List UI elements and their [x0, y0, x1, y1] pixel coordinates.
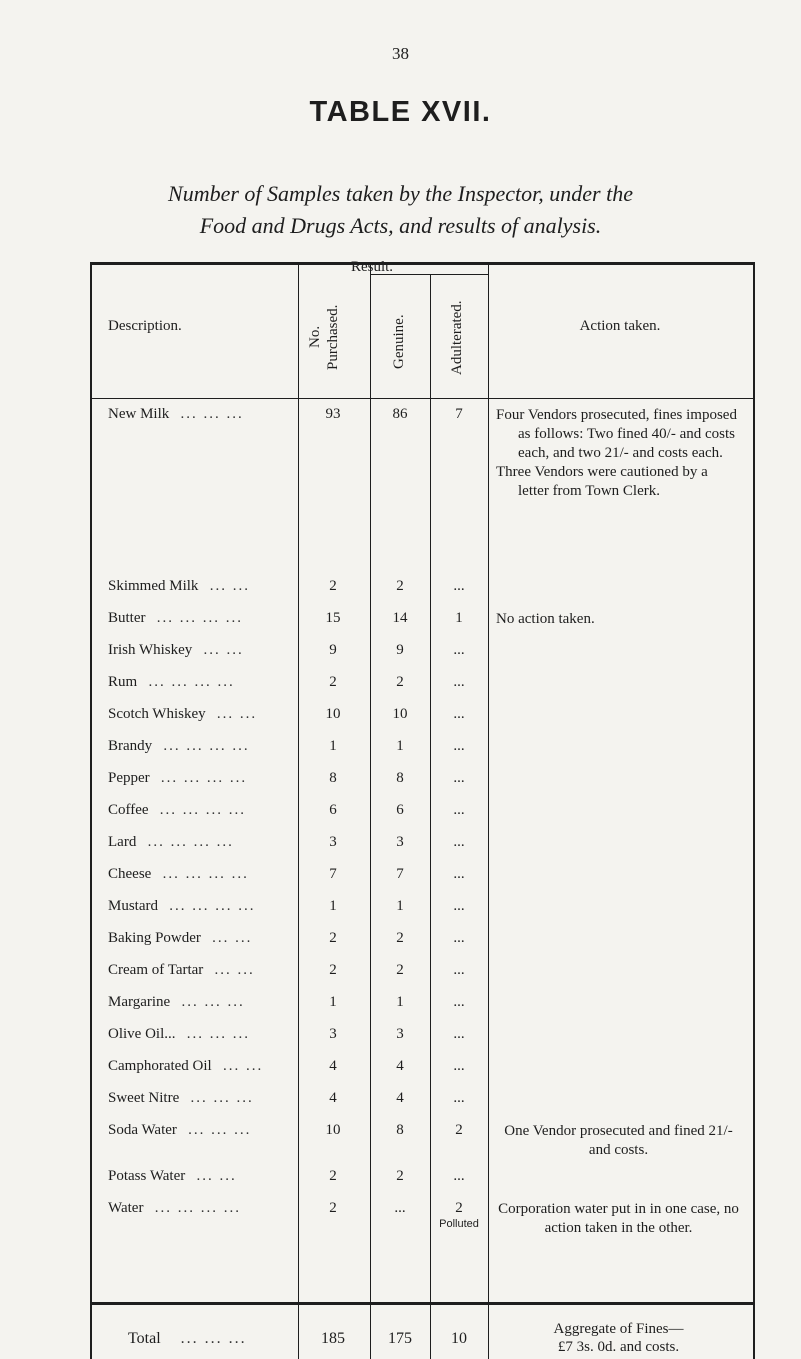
row-description: Skimmed Milk	[108, 578, 199, 594]
row-genuine: 10	[392, 706, 408, 722]
row-purchased: 1	[329, 738, 337, 754]
row-purchased: 10	[325, 706, 341, 722]
row-genuine: 8	[396, 1122, 404, 1138]
row-adulterated: ...	[453, 962, 465, 978]
leader-dots: ... ... ...	[180, 1330, 247, 1347]
row-description: Mustard	[108, 898, 158, 914]
row-adulterated: ...	[453, 898, 465, 914]
row-description: New Milk	[108, 406, 170, 422]
row-genuine: 86	[392, 406, 408, 422]
row-adulterated: 7	[455, 406, 463, 422]
row-genuine: 2	[396, 962, 404, 978]
row-adulterated: ...	[453, 770, 465, 786]
caption-line-1: Number of Samples taken by the Inspector, under the	[168, 181, 633, 206]
row-adulterated: ...	[453, 802, 465, 818]
row-adulterated: ...	[453, 1090, 465, 1106]
table-row	[0, 738, 801, 760]
total-rule	[90, 1302, 755, 1305]
row-purchased: 4	[329, 1090, 337, 1106]
leader-dots: ... ... ... ...	[147, 834, 234, 850]
header-description: Description.	[108, 318, 182, 334]
leader-dots: ... ... ... ...	[154, 1200, 241, 1216]
table-row	[0, 770, 801, 792]
row-adulterated: ...	[453, 994, 465, 1010]
row-description: Rum	[108, 674, 138, 690]
row-description: Pepper	[108, 770, 150, 786]
row-genuine: 2	[396, 674, 404, 690]
header-purchased-line2: Purchased.	[325, 304, 341, 370]
leader-dots: ... ...	[222, 1058, 264, 1074]
row-adulterated: ...	[453, 578, 465, 594]
row-genuine: 1	[396, 898, 404, 914]
total-purchased: 185	[321, 1330, 345, 1347]
row-purchased: 2	[329, 930, 337, 946]
row-description: Lard	[108, 834, 137, 850]
total-genuine: 175	[388, 1330, 412, 1347]
leader-dots: ... ... ... ...	[162, 866, 249, 882]
row-purchased: 1	[329, 994, 337, 1010]
row-purchased: 4	[329, 1058, 337, 1074]
row-purchased: 2	[329, 578, 337, 594]
table-caption	[0, 178, 801, 242]
total-action	[496, 1320, 741, 1356]
leader-dots: ... ...	[209, 578, 250, 594]
total-action-line2: £7 3s. 0d. and costs.	[557, 1339, 680, 1355]
row-adulterated: 1	[455, 610, 463, 626]
leader-dots: ... ...	[203, 642, 244, 658]
action-soda-water-text: One Vendor prosecuted and fined 21/- and costs.	[504, 1123, 733, 1158]
table-row	[0, 898, 801, 920]
total-label: Total	[128, 1330, 161, 1347]
row-adulterated: ...	[453, 866, 465, 882]
leader-dots: ... ... ...	[180, 406, 244, 422]
action-new-milk-prosecutions: Four Vendors prosecuted, fines imposed as follows: Two fined 40/- and costs each, and two 21/- and costs each.	[496, 407, 737, 461]
row-adulterated: ...	[453, 674, 465, 690]
row-purchased: 10	[325, 1122, 341, 1138]
table-row	[0, 930, 801, 952]
action-water-text: Corporation water put in in one case, no action taken in the other.	[498, 1201, 739, 1236]
row-purchased: 93	[325, 406, 341, 422]
table-row	[0, 994, 801, 1016]
row-purchased: 3	[329, 834, 337, 850]
row-description: Baking Powder	[108, 930, 201, 946]
row-purchased: 6	[329, 802, 337, 818]
action-water	[496, 1200, 741, 1238]
leader-dots: ... ...	[212, 930, 253, 946]
row-description: Butter	[108, 610, 146, 626]
leader-dots: ... ...	[214, 962, 255, 978]
leader-dots: ... ... ... ...	[163, 738, 250, 754]
row-genuine: 2	[396, 1168, 404, 1184]
row-adulterated: ...	[453, 738, 465, 754]
row-purchased: 8	[329, 770, 337, 786]
row-description: Water	[108, 1200, 144, 1216]
row-adulterated: 2	[455, 1200, 463, 1216]
row-genuine: 1	[396, 738, 404, 754]
leader-dots: ... ... ...	[190, 1090, 254, 1106]
row-genuine: 1	[396, 994, 404, 1010]
row-genuine: 6	[396, 802, 404, 818]
header-result: Result.	[350, 259, 394, 275]
leader-dots: ... ... ... ...	[169, 898, 256, 914]
header-adulterated: Adulterated.	[449, 300, 465, 376]
table-row	[0, 962, 801, 984]
row-adulterated: ...	[453, 706, 465, 722]
header-purchased	[306, 282, 360, 392]
caption-line-2: Food and Drugs Acts, and results of analysis.	[199, 213, 602, 238]
row-purchased: 15	[325, 610, 341, 626]
leader-dots: ... ... ...	[188, 1122, 252, 1138]
table-row	[0, 802, 801, 824]
row-genuine: 7	[396, 866, 404, 882]
header-genuine: Genuine.	[391, 314, 407, 370]
row-description: Soda Water	[108, 1122, 177, 1138]
leader-dots: ... ...	[216, 706, 258, 722]
row-adulterated: 2	[455, 1122, 463, 1138]
header-purchased-line1: No.	[307, 325, 323, 349]
row-purchased: 2	[329, 962, 337, 978]
row-adulterated: ...	[453, 642, 465, 658]
row-purchased: 2	[329, 1200, 337, 1216]
row-description: Cheese	[108, 866, 152, 882]
leader-dots: ... ... ...	[181, 994, 245, 1010]
page-number: 38	[392, 44, 409, 63]
row-genuine: 2	[396, 930, 404, 946]
total-action-line1: Aggregate of Fines—	[553, 1321, 684, 1337]
action-soda-water	[496, 1122, 741, 1160]
table-row	[0, 1090, 801, 1112]
row-description: Potass Water	[108, 1168, 186, 1184]
table-row	[0, 1026, 801, 1048]
action-butter-text: No action taken.	[496, 611, 595, 627]
row-description: Olive Oil...	[108, 1026, 176, 1042]
row-genuine: 9	[396, 642, 404, 658]
row-adulterated: ...	[453, 1026, 465, 1042]
row-genuine: 2	[396, 578, 404, 594]
row-adulterated: ...	[453, 1058, 465, 1074]
row-purchased: 2	[329, 674, 337, 690]
table-row	[0, 674, 801, 696]
row-genuine: 8	[396, 770, 404, 786]
leader-dots: ... ... ... ...	[156, 610, 243, 626]
table-row	[0, 1168, 801, 1190]
row-description: Coffee	[108, 802, 149, 818]
table-row	[0, 866, 801, 888]
row-genuine: 3	[396, 834, 404, 850]
header-action: Action taken.	[579, 318, 661, 334]
table-row	[0, 834, 801, 856]
row-purchased: 7	[329, 866, 337, 882]
table-row	[0, 1058, 801, 1080]
row-adulterated: ...	[453, 1168, 465, 1184]
row-purchased: 9	[329, 642, 337, 658]
row-purchased: 2	[329, 1168, 337, 1184]
row-description: Irish Whiskey	[108, 642, 193, 658]
row-adulterated: ...	[453, 834, 465, 850]
table-heading: TABLE XVII.	[309, 96, 492, 128]
leader-dots: ... ... ... ...	[159, 802, 247, 818]
row-purchased: 1	[329, 898, 337, 914]
row-description: Margarine	[108, 994, 171, 1010]
row-genuine: 4	[396, 1090, 404, 1106]
header-rule	[90, 398, 755, 399]
action-new-milk-cautions: Three Vendors were cautioned by a letter from Town Clerk.	[496, 464, 708, 499]
row-genuine: 4	[396, 1058, 404, 1074]
row-genuine: 14	[392, 610, 408, 626]
row-description: Brandy	[108, 738, 153, 754]
row-description: Scotch Whiskey	[108, 706, 206, 722]
table-row	[0, 642, 801, 664]
row-genuine: ...	[394, 1200, 406, 1216]
row-genuine: 3	[396, 1026, 404, 1042]
table-row	[0, 706, 801, 728]
action-butter	[496, 610, 741, 629]
leader-dots: ... ...	[196, 1168, 237, 1184]
row-description: Cream of Tartar	[108, 962, 204, 978]
leader-dots: ... ... ...	[186, 1026, 250, 1042]
row-adulterated: ...	[453, 930, 465, 946]
polluted-note: Polluted	[439, 1218, 479, 1230]
row-purchased: 3	[329, 1026, 337, 1042]
action-new-milk	[496, 406, 741, 501]
total-adulterated: 10	[451, 1330, 467, 1347]
row-description: Camphorated Oil	[108, 1058, 212, 1074]
row-description: Sweet Nitre	[108, 1090, 180, 1106]
leader-dots: ... ... ... ...	[160, 770, 248, 786]
leader-dots: ... ... ... ...	[148, 674, 235, 690]
table-row	[0, 578, 801, 600]
